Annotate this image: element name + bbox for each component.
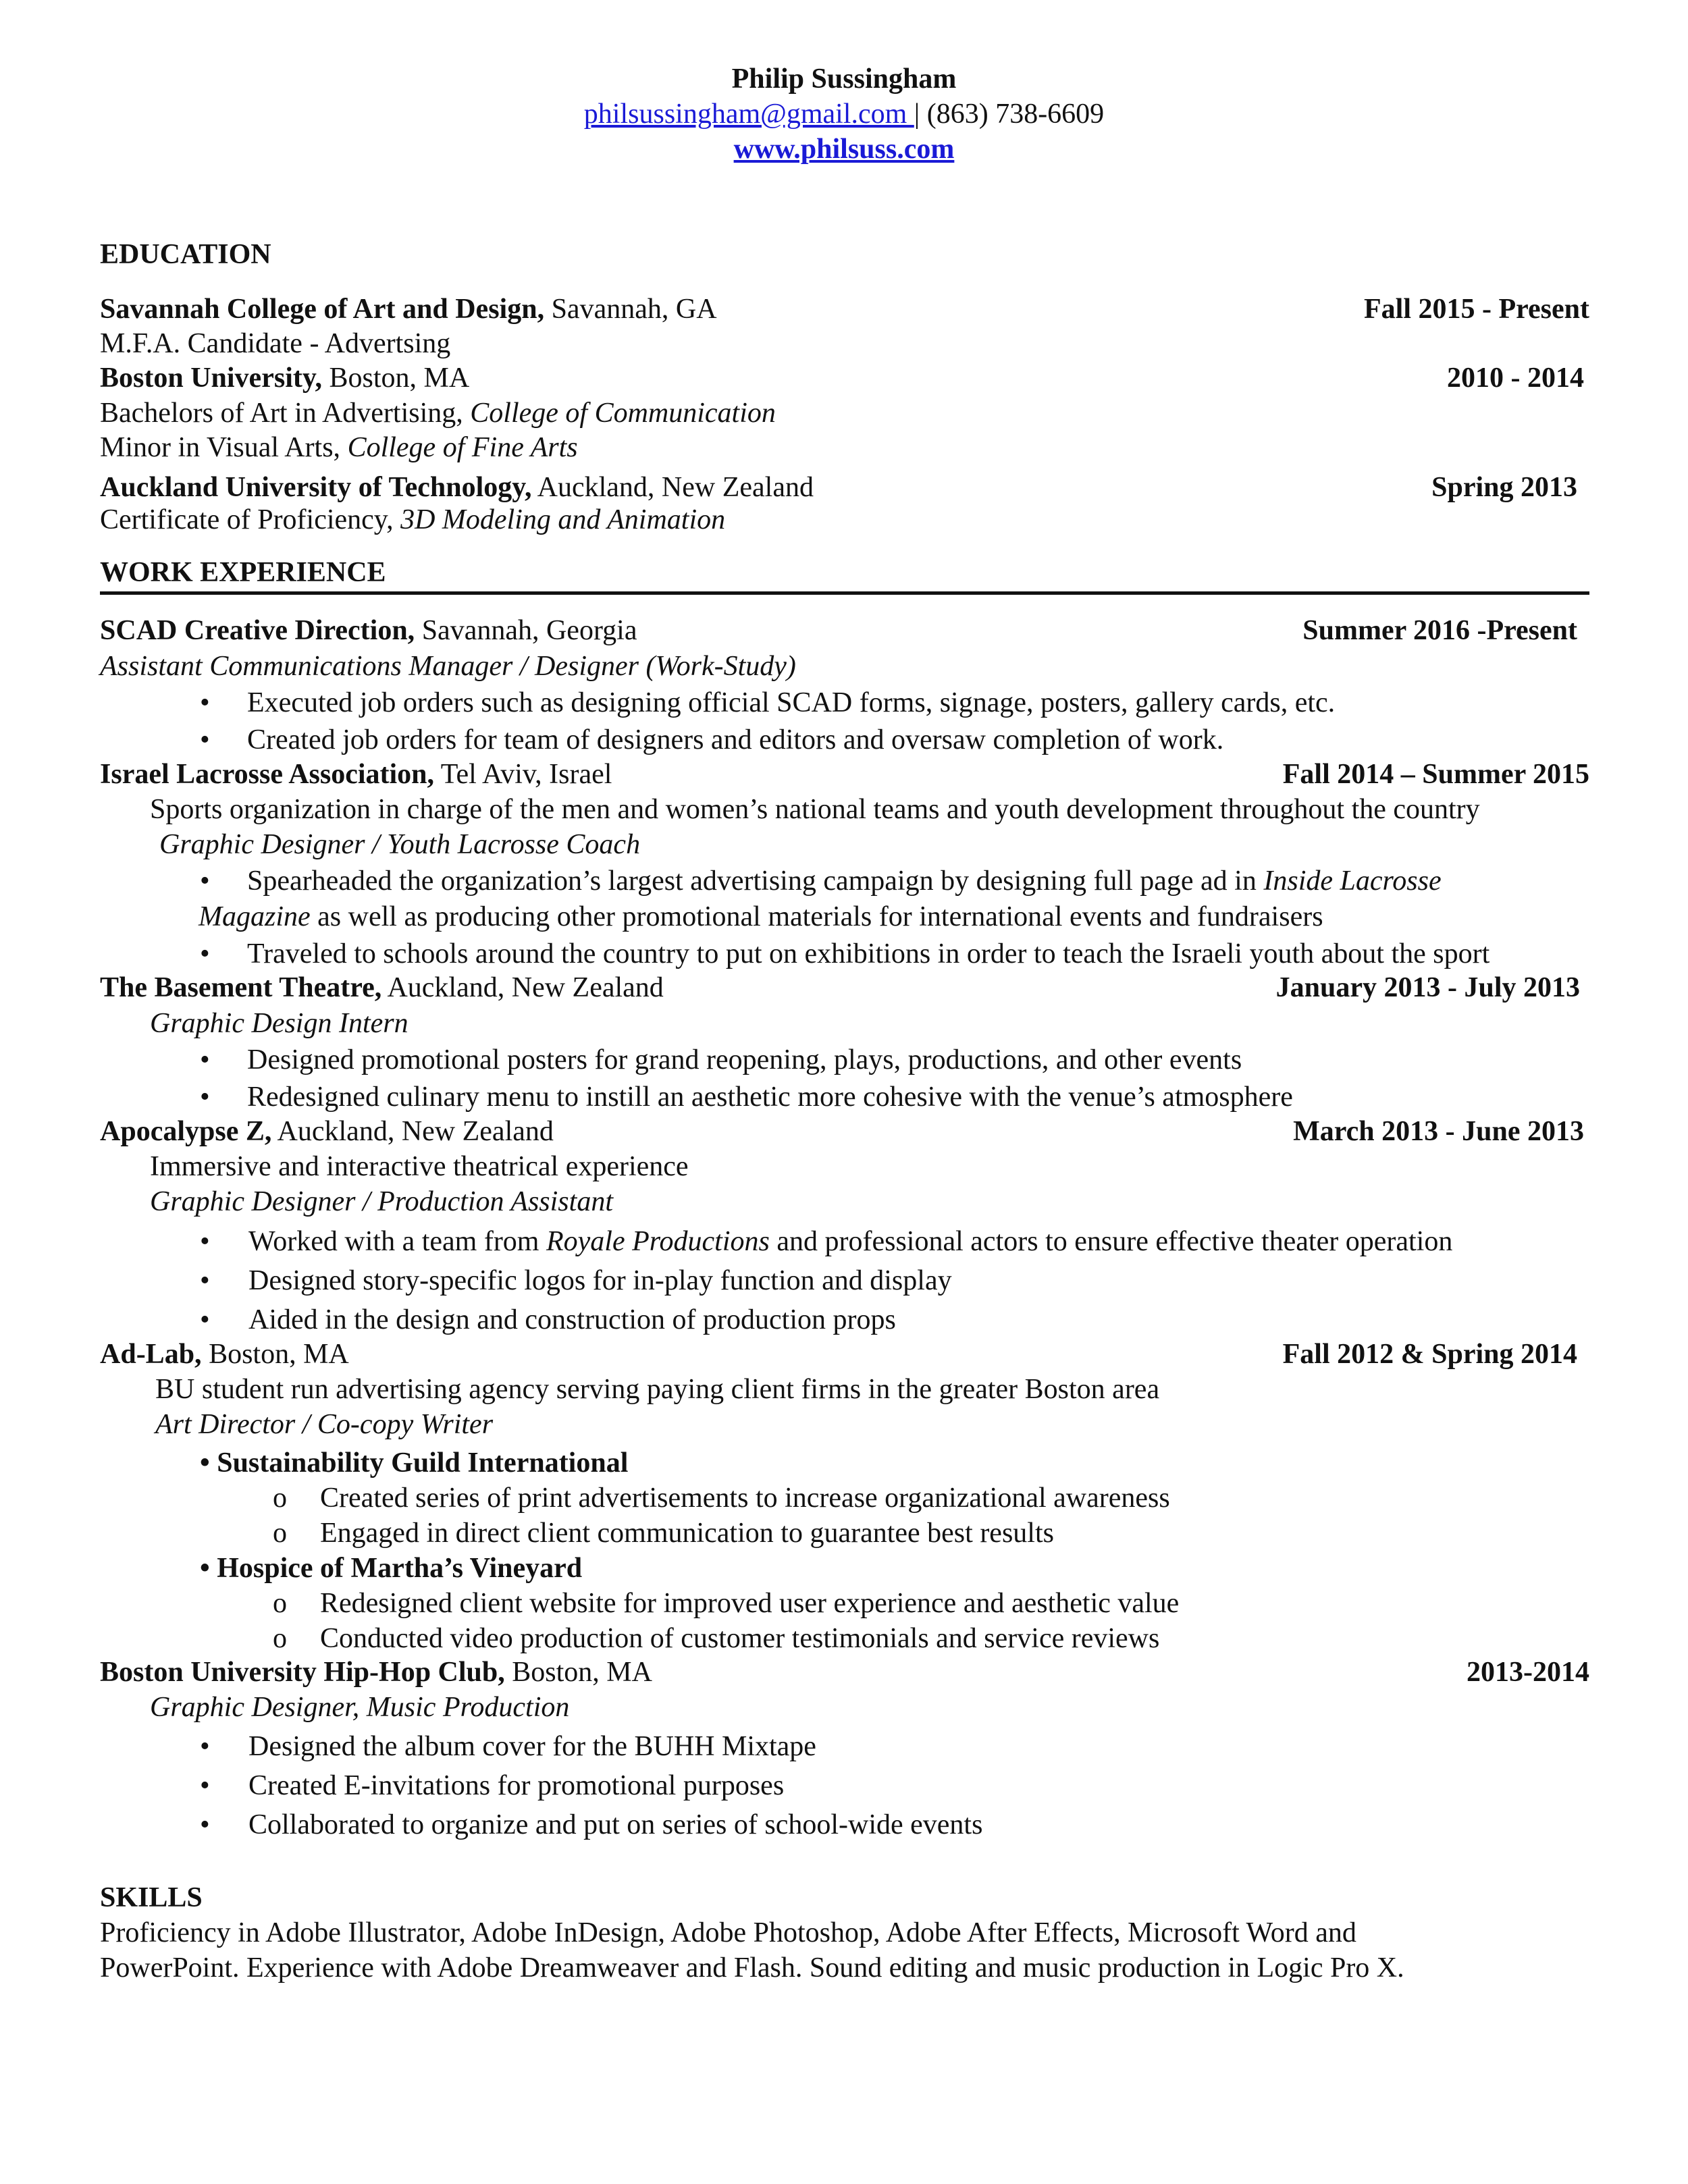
phone-number: (863) 738-6609	[926, 99, 1105, 130]
job-bullet: Created E-invitations for promotional purposes	[248, 1770, 785, 1801]
website-link[interactable]: www.philsuss.com	[733, 134, 955, 165]
education-date: Fall 2015 - Present	[1364, 294, 1589, 325]
job-bullet: Designed the album cover for the BUHH Mixtape	[248, 1731, 816, 1762]
job-date: Fall 2014 – Summer 2015	[1282, 759, 1589, 790]
client-task: Engaged in direct client communication to guarantee best results	[320, 1518, 1054, 1549]
job-description: Sports organization in charge of the men and women’s national teams and youth development throughout the country	[150, 794, 1480, 825]
job-description: BU student run advertising agency serving paying client firms in the greater Boston area	[155, 1374, 1160, 1405]
bullet-icon: •	[200, 865, 210, 897]
job-bullet: Designed promotional posters for grand reopening, plays, productions, and other events	[247, 1044, 1242, 1075]
job-bullet: Collaborated to organize and put on series of school-wide events	[248, 1809, 983, 1840]
education-degree: M.F.A. Candidate - Advertsing	[100, 328, 451, 359]
education-school: Auckland University of Technology, Auckland, New Zealand	[100, 472, 814, 503]
candidate-name: Philip Sussingham	[731, 63, 957, 95]
work-heading: WORK EXPERIENCE	[100, 557, 386, 588]
job-bullet: Executed job orders such as designing official SCAD forms, signage, posters, gallery cards, etc.	[247, 687, 1336, 718]
client-task: Conducted video production of customer testimonials and service reviews	[320, 1623, 1160, 1654]
contact-separator: |	[914, 99, 927, 130]
education-date: Spring 2013	[1431, 472, 1577, 503]
job-role: Graphic Designer / Youth Lacrosse Coach	[159, 829, 641, 860]
education-school: Boston University, Boston, MA	[100, 363, 470, 394]
job-org: The Basement Theatre, Auckland, New Zealand	[100, 972, 664, 1003]
job-role: Assistant Communications Manager / Designer (Work-Study)	[100, 651, 796, 682]
education-date: 2010 - 2014	[1447, 363, 1584, 394]
skills-heading: SKILLS	[100, 1882, 203, 1913]
job-bullet: Aided in the design and construction of production props	[248, 1304, 896, 1335]
job-bullet-continued: Magazine as well as producing other promotional materials for international events and fundraisers	[199, 901, 1323, 932]
bullet-icon: •	[200, 1226, 210, 1257]
education-degree: Bachelors of Art in Advertising, College of Communication	[100, 398, 776, 429]
sub-bullet-icon: o	[273, 1483, 287, 1514]
job-bullet: Redesigned culinary menu to instill an aesthetic more cohesive with the venue’s atmosphere	[247, 1082, 1293, 1113]
client-task: Created series of print advertisements to increase organizational awareness	[320, 1483, 1170, 1514]
job-date: January 2013 - July 2013	[1275, 972, 1580, 1003]
job-role: Graphic Design Intern	[150, 1008, 408, 1039]
job-role: Art Director / Co-copy Writer	[155, 1409, 494, 1440]
client-task: Redesigned client website for improved user experience and aesthetic value	[320, 1588, 1180, 1619]
skills-text: Proficiency in Adobe Illustrator, Adobe InDesign, Adobe Photoshop, Adobe After Effects, Microsoft Word and	[100, 1917, 1356, 1948]
education-heading: EDUCATION	[100, 239, 271, 270]
job-date: Summer 2016 -Present	[1302, 615, 1577, 646]
email-link[interactable]: philsussingham@gmail.com	[583, 99, 914, 130]
education-school: Savannah College of Art and Design, Savannah, GA	[100, 294, 717, 325]
job-bullet: Designed story-specific logos for in-play function and display	[248, 1265, 952, 1296]
sub-bullet-icon: o	[273, 1518, 287, 1549]
bullet-icon: •	[200, 1265, 210, 1296]
job-bullet: Spearheaded the organization’s largest advertising campaign by designing full page ad in Inside Lacrosse	[247, 865, 1442, 897]
sub-bullet-icon: o	[273, 1588, 287, 1619]
job-date: Fall 2012 & Spring 2014	[1282, 1339, 1577, 1370]
job-bullet: Worked with a team from Royale Productions and professional actors to ensure effective theater operation	[248, 1226, 1453, 1257]
education-degree: Certificate of Proficiency, 3D Modeling and Animation	[100, 504, 726, 535]
bullet-icon: •	[200, 724, 210, 755]
job-bullet: Traveled to schools around the country to put on exhibitions in order to teach the Israeli youth about the sport	[247, 938, 1490, 969]
job-date: 2013-2014	[1467, 1657, 1589, 1688]
bullet-icon: •	[200, 1809, 210, 1840]
bullet-icon: •	[200, 1553, 210, 1584]
bullet-icon: •	[200, 1447, 210, 1479]
website-line	[0, 132, 1688, 166]
bullet-icon: •	[200, 1082, 210, 1113]
bullet-icon: •	[200, 938, 210, 969]
job-description: Immersive and interactive theatrical experience	[150, 1151, 689, 1182]
skills-text: PowerPoint. Experience with Adobe Dreamweaver and Flash. Sound editing and music production in Logic Pro X.	[100, 1952, 1404, 1983]
bullet-icon: •	[200, 1304, 210, 1335]
bullet-icon: •	[200, 1770, 210, 1801]
bullet-icon: •	[200, 1044, 210, 1075]
contact-line	[0, 97, 1688, 131]
job-org: Israel Lacrosse Association, Tel Aviv, Israel	[100, 759, 612, 790]
job-date: March 2013 - June 2013	[1293, 1116, 1584, 1147]
job-org: Apocalypse Z, Auckland, New Zealand	[100, 1116, 554, 1147]
client-name: • Hospice of Martha’s Vineyard	[200, 1553, 583, 1584]
job-role: Graphic Designer, Music Production	[150, 1692, 570, 1723]
job-org: Ad-Lab, Boston, MA	[100, 1339, 349, 1370]
section-divider	[100, 591, 1589, 595]
sub-bullet-icon: o	[273, 1623, 287, 1654]
education-minor: Minor in Visual Arts, College of Fine Arts	[100, 432, 578, 463]
job-bullet: Created job orders for team of designers and editors and oversaw completion of work.	[247, 724, 1224, 755]
job-role: Graphic Designer / Production Assistant	[150, 1186, 613, 1217]
job-org: SCAD Creative Direction, Savannah, Georgia	[100, 615, 637, 646]
bullet-icon: •	[200, 687, 210, 718]
client-name: • Sustainability Guild International	[200, 1447, 629, 1479]
bullet-icon: •	[200, 1731, 210, 1762]
job-org: Boston University Hip-Hop Club, Boston, MA	[100, 1657, 652, 1688]
